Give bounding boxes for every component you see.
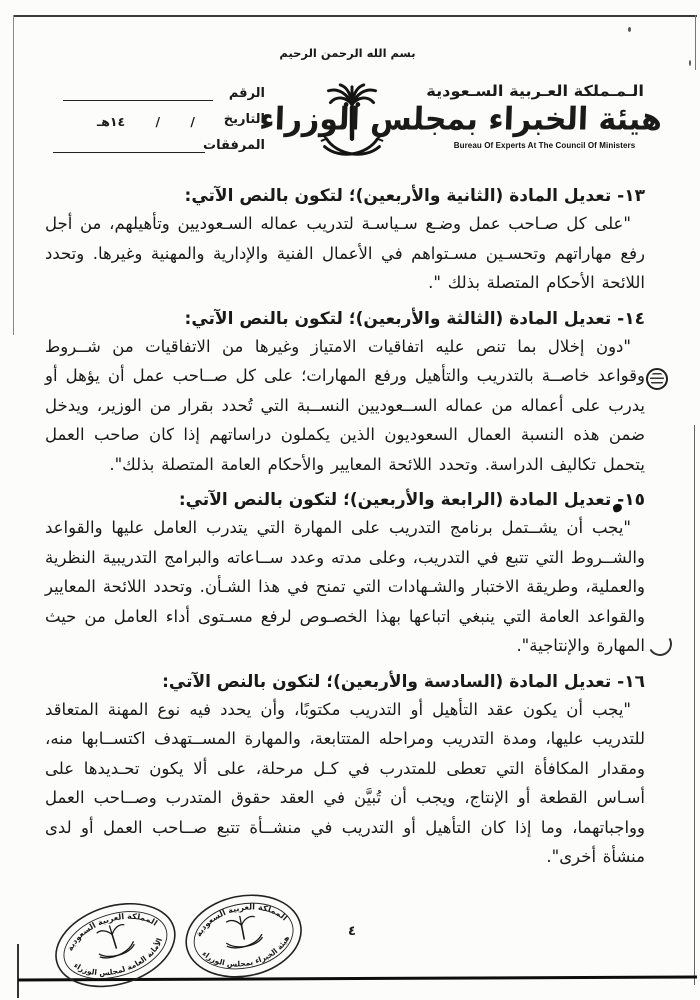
bismillah-calligraphy: بسم الله الرحمن الرحيم (279, 46, 416, 60)
hole-punch-mark (646, 368, 668, 390)
article-16 (45, 672, 645, 872)
date-value: / / ١٤هـ (96, 114, 195, 129)
bureau-calligraphy: هيئة الخبراء بمجلس الوزراء (258, 101, 663, 138)
article-13-body: "على كل صـاحب عمل وضـع سـياسـة لتدريب عماله السـعوديين وتأهيلهم، من أجل رفع مهاراتهم وتحسـين مسـتواهم في الأعمال الفنية والإدارية والمهنية وغيرها. وتحدد اللائحة الأحكام المتصلة بذلك ". (45, 214, 645, 292)
page-number: ٤ (348, 924, 356, 939)
article-16-body: "يجب أن يكون عقد التأهيل أو التدريب مكتوبًا، وأن يحدد فيه نوع المهنة المتعاقد للتدريب عليها، ومدة التدريب ومراحله المتتابعة، والمهارة المســتهدف اكتســابها منه، ومقدار المكافأة التي تعطى للمتدرب في كـل مرحلة، على ألا يكون تحـديدها على أسـاس القطعة أو الإنتاج، ويجب أن تُبيَّن في العقد حقوق المتدرب وصــاحب العمل وواجباتهما، وما إذا كان التأهيل أو التدريب في منشــأة تتبع صــاحب العمل أو لدى منشأة أخرى". (45, 699, 645, 866)
page-border-top (13, 15, 697, 17)
scan-edge-line-right (694, 425, 695, 985)
reference-fields (50, 86, 265, 164)
agency-brand-block (258, 82, 663, 150)
article-14-heading: ١٤- تعديل المادة (الثالثة والأربعين)؛ لتكون بالنص الآتي: (184, 308, 645, 329)
kingdom-name: الـمـملكة العـربية السـعودية (426, 82, 644, 100)
article-14-body: "دون إخلال بما تنص عليه اتفاقيات الامتياز وغيرها من الاتفاقيات من شــروط وقواعد خاصــة بالتدريب والتأهيل ورفع المهارات؛ على كل صــاحب عمل أن يؤهل أو يدرب على أعماله من عماله الســعوديين النســبة التي تُحدد بقرار من الوزير، ويدخل ضمن هذه النسبة العمال السعوديون الذين يكملون دراساتهم إذا كان صاحب العمل يتحمل تكاليف الدراسة. وتحدد اللائحة المعايير والأحكام العامة المتصلة بذلك". (45, 336, 645, 474)
date-field-row (50, 112, 265, 138)
articles-list (45, 186, 645, 872)
attachments-field-row (50, 138, 265, 164)
page-border-right (695, 15, 696, 70)
scan-edge-line-left (17, 944, 19, 998)
article-15-body: "يجب أن يشــتمل برنامج التدريب على المهارة التي يتدرب العامل عليها والقواعد والشــروط التي تتبع في التدريب، وعلى مدته وعدد ســاعاته والبرامج التدريبية النظرية والعملية، وطريقة الاختبار والشـهادات التي تمنح في هذا الشـأن. وتحدد اللائحة المعايير والقواعد العامة التي ينبغي اتباعها بهذا الخصـوص لرفع مسـتوى أداء العامل من حيث المهارة والإنتاجية". (45, 518, 645, 655)
article-13 (45, 186, 645, 298)
number-field-row (50, 86, 265, 112)
attachments-label: المرفقات (203, 138, 265, 153)
article-14 (45, 309, 645, 480)
date-label: التاريخ (223, 112, 265, 127)
svg-text:هيئة الخبراء بمجلس الوزراء (199, 933, 295, 976)
article-15 (45, 490, 645, 661)
article-13-heading: ١٣- تعديل المادة (الثانية والأربعين)؛ لتكون بالنص الآتي: (184, 186, 645, 206)
article-15-heading: ١٥- تعديل المادة (الرابعة والأربعين)؛ لتكون بالنص الآتي: (178, 490, 645, 510)
official-stamp-general-secretariat (42, 886, 190, 1000)
scan-speck (689, 60, 691, 66)
number-blank-line (63, 100, 213, 101)
number-label: الرقم (228, 86, 265, 101)
stamp-right-top-text: المملكة العربية السعودية (193, 902, 290, 939)
bureau-english-name: Bureau Of Experts At The Council Of Ministers (453, 140, 636, 150)
scan-speck (628, 27, 631, 32)
stray-arc-mark (645, 629, 674, 658)
article-16-heading: ١٦- تعديل المادة (السادسة والأربعين)؛ لتكون بالنص الآتي: (162, 671, 645, 692)
stamp-right-emblem-icon (222, 913, 263, 950)
stamp-right-bottom-text: هيئة الخبراء بمجلس الوزراء (200, 934, 292, 969)
page-border-left (13, 15, 14, 335)
stamp-left-bottom-text: الأمانة العامة لمجلس الوزراء (72, 937, 165, 978)
stamp-left-top-text: المملكة العربية السعودية (65, 911, 160, 953)
attachments-blank-line (53, 152, 205, 153)
svg-text:الأمانة العامة لمجلس الوزراء (71, 935, 171, 988)
